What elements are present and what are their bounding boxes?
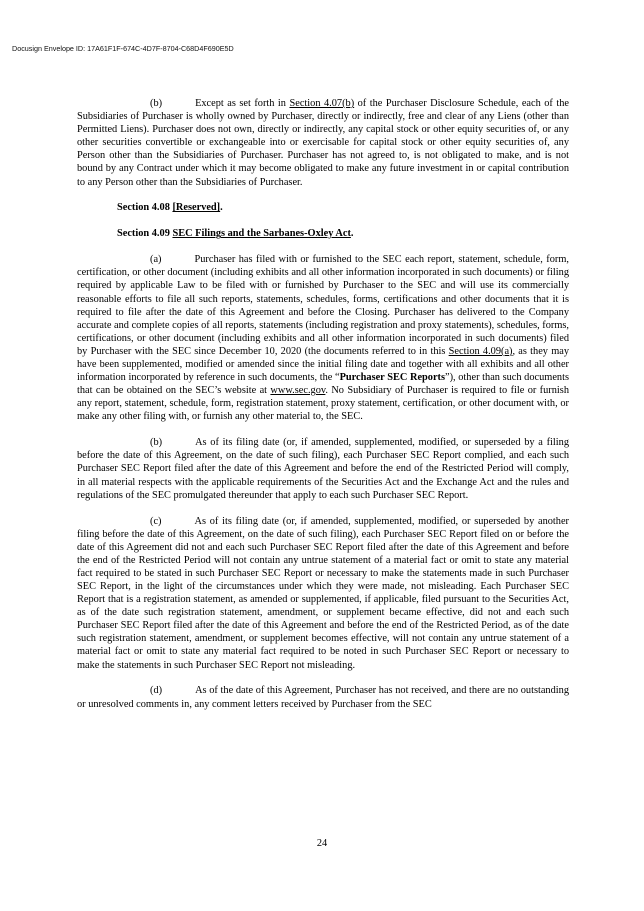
- section-number: Section 4.08: [117, 202, 173, 214]
- paragraph-4-09-c: [77, 515, 569, 672]
- paragraph-4-07-b: [77, 97, 569, 189]
- paragraph-number: (b): [150, 98, 163, 109]
- paragraph-text: As of its filing date (or, if amended, supplemented, modified, or superseded by another filing before the date of this Agreement, on the date of such filing), each Purchaser SEC Report filed on or before the date of this Agreement did not and each such Purchaser SEC Report filed after the date of this Agreement and before the end of the Restricted Period will not contain any untrue statement of a material fact or omit to state any material fact required to be stated in such Purchaser SEC Report or necessary to make the statements made in such Purchaser SEC Report, in the light of the circumstances under which they were made, not misleading. Each Purchaser SEC Report that is a registration statement, as amended or supplemented, if applicable, filed pursuant to the Securities Act, as of the date such registration statement, amendment, or supplement became effective, did not and each such Purchaser SEC Report filed after the date of this Agreement and before the end of the Restricted Period, as of the date such registration statement, amendment, or supplement becomes effective, will not contain any untrue statement of a material fact or omit to state any material fact required to be noted in such Purchaser SEC Report or necessary to make the statements in such Purchaser SEC Report not misleading.: [77, 515, 569, 671]
- envelope-id-label: Docusign Envelope ID: 17A61F1F-674C-4D7F-8704-C68D4F690E5D: [12, 44, 234, 53]
- paragraph-text: , as they may have been supplemented, modified or amended since the initial filing date and together with all exhibits and all other information incorporated by reference in such documents, the “: [77, 345, 570, 384]
- document-body: [77, 97, 569, 723]
- section-title: [Reserved]: [172, 202, 221, 214]
- paragraph-text: of the Purchaser Disclosure Schedule, each of the Subsidiaries of Purchaser is wholly owned by Purchaser, directly or indirectly, free and clear of any Liens (other than Permitted Liens). Purchaser does not own, directly or indirectly, any capital stock or other equity securities of, or any other securities convertible or exchangeable into or exercisable for capital stock or other equity securities of, any Person other than the Subsidiaries of Purchaser. Purchaser has not agreed to, is not obligated to make, and is not bound by any Contract under which it may become obligated to make any future investment in or capital contribution to any Person other than the Subsidiaries of Purchaser.: [77, 98, 569, 188]
- paragraph-text: Purchaser has filed with or furnished to the SEC each report, statement, schedule, form, certification, or other document (including exhibits and all other information incorporated in such documents) or filing required by applicable Law to be filed with or furnished by Purchaser to the SEC and will use its commercially reasonable efforts to file all such reports, statements, schedules, forms, certifications and other documents that it is required to file after the date of this Agreement and before the Closing. Purchaser has delivered to the Company accurate and complete copies of all reports, statements (including registration and proxy statements), schedules, forms, certifications, or other document (including exhibits and all other information incorporated in such documents) filed by Purchaser with the SEC since December 10, 2020 (the documents referred to in this: [77, 254, 569, 357]
- heading-period: .: [350, 228, 354, 240]
- paragraph-text: ”), other than such documents that can be obtained on the SEC’s website at: [77, 372, 569, 397]
- sec-website-link[interactable]: www.sec.gov: [270, 385, 326, 397]
- section-title: SEC Filings and the Sarbanes-Oxley Act: [172, 228, 351, 240]
- paragraph-number: (a): [150, 254, 162, 266]
- section-4-09-heading: [77, 227, 569, 240]
- paragraph-text: . No Subsidiary of Purchaser is required to file or furnish any report, statement, schedule, form, registration statement, proxy statement, certification, or other document with, or make any other filing with, or furnish any other material to, the SEC.: [77, 385, 569, 423]
- section-reference: Section 4.09(a): [448, 345, 513, 357]
- paragraph-text: As of the date of this Agreement, Purchaser has not received, and there are no outstanding or unresolved comments in, any comment letters received by Purchaser from the SEC: [77, 685, 569, 710]
- section-reference: Section 4.07(b): [289, 98, 355, 109]
- defined-term: Purchaser SEC Reports: [339, 372, 446, 384]
- page-number: 24: [316, 838, 328, 849]
- paragraph-number: (c): [150, 515, 162, 527]
- paragraph-number: (d): [150, 685, 163, 697]
- paragraph-4-09-d: [77, 684, 569, 710]
- paragraph-number: (b): [150, 437, 163, 449]
- paragraph-text: Except as set forth in: [195, 98, 290, 109]
- paragraph-4-09-a: [77, 253, 569, 423]
- paragraph-text: As of its filing date (or, if amended, supplemented, modified, or superseded by a filing before the date of this Agreement, on the date of such filing), each Purchaser SEC Report complied, and each such Purchaser SEC Report filed after the date of this Agreement and before the end of the Restricted Period will comply, in all material respects with the applicable requirements of the Securities Act and the Exchange Act and the rules and regulations of the SEC promulgated thereunder that apply to each such Purchaser SEC Report.: [77, 437, 569, 501]
- section-number: Section 4.09: [117, 228, 173, 240]
- paragraph-4-09-b: [77, 436, 569, 501]
- heading-period: .: [220, 202, 223, 214]
- section-4-08-heading: [77, 201, 569, 214]
